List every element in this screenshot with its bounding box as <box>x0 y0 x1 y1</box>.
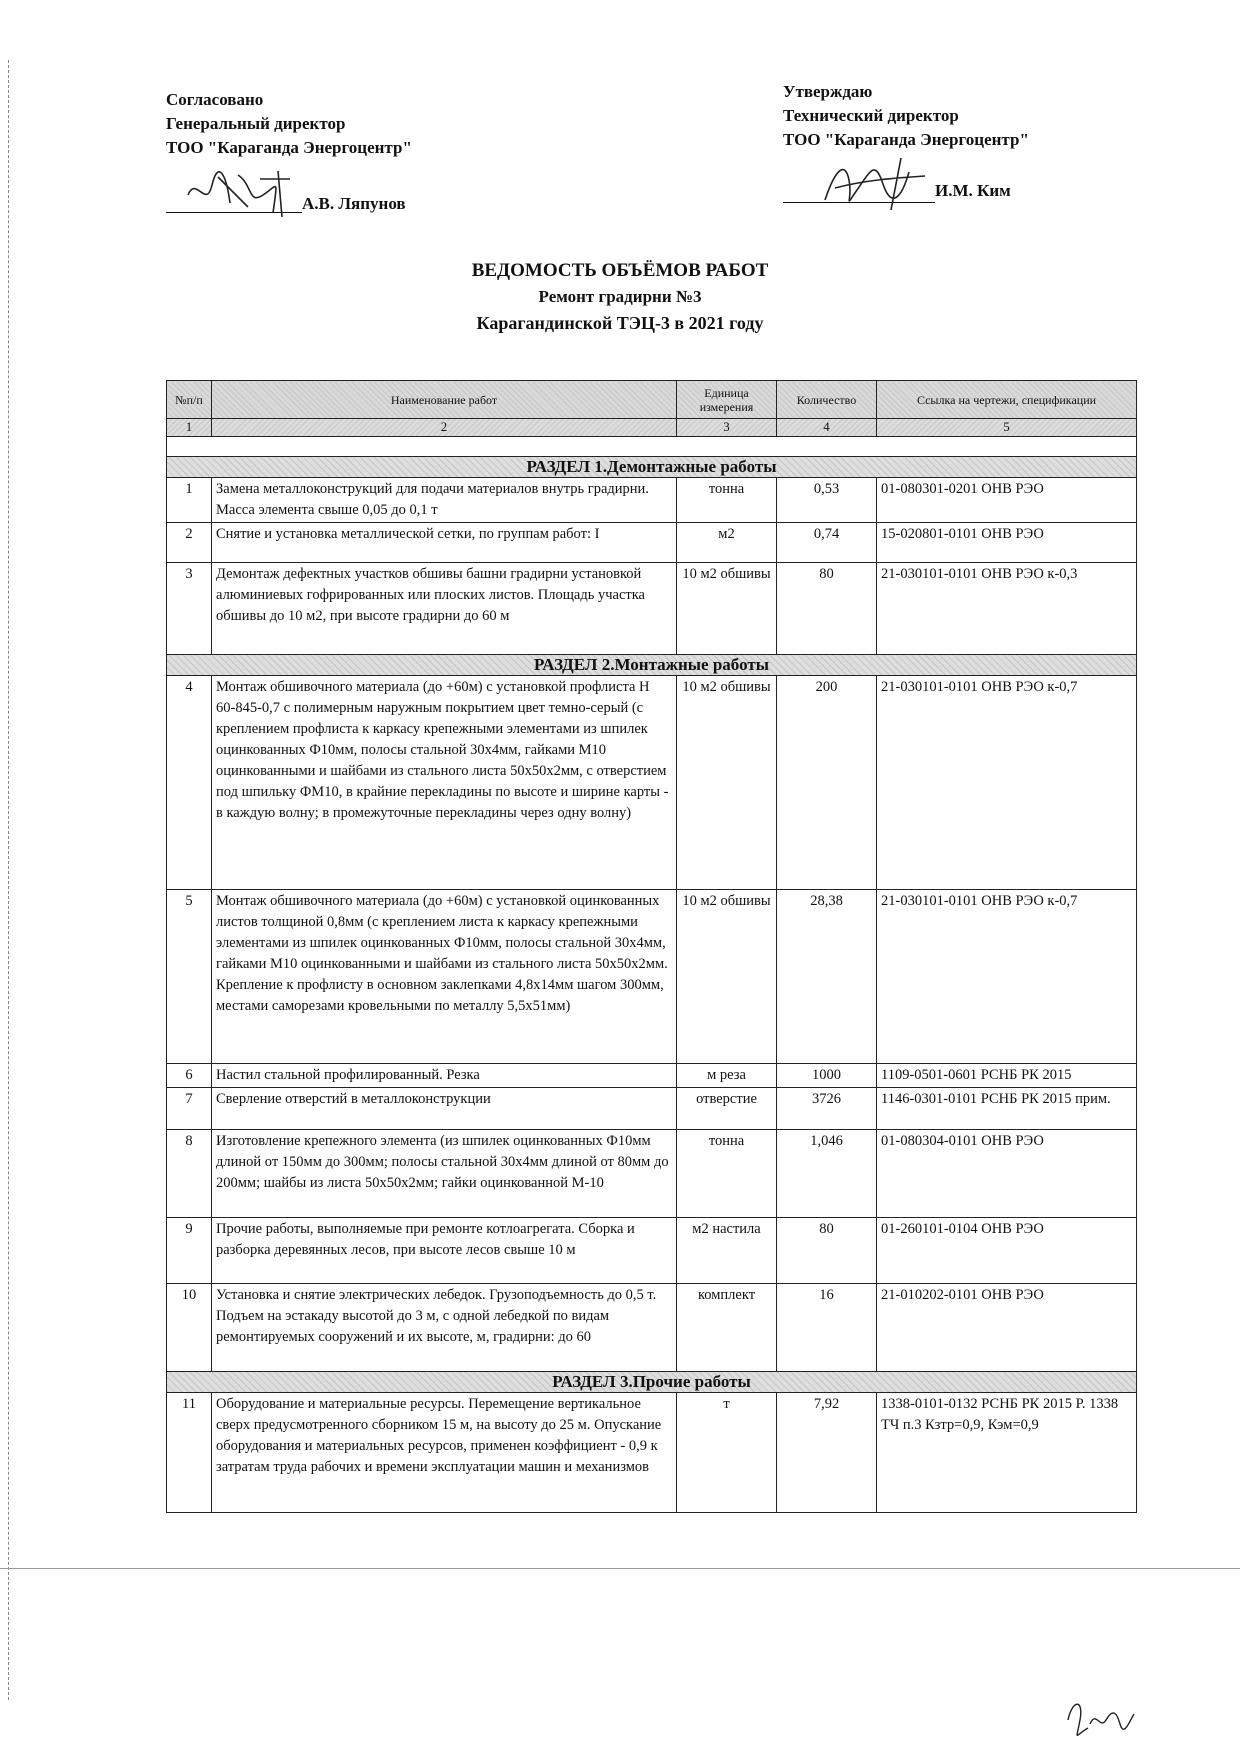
row-unit: отверстие <box>677 1088 777 1130</box>
row-ref: 15-020801-0101 ОНВ РЭО <box>877 523 1137 563</box>
section-title: РАЗДЕЛ 2.Монтажные работы <box>167 655 1137 676</box>
row-name: Демонтаж дефектных участков обшивы башни градирни установкой алюминиевых гофрированных или плоских листов. Площадь участка обшивы до 10 м2, при высоте градирни до 60 м <box>212 563 677 655</box>
section-title: РАЗДЕЛ 3.Прочие работы <box>167 1372 1137 1393</box>
column-number-row <box>167 419 1137 437</box>
signature-right <box>805 150 955 220</box>
row-unit: м2 <box>677 523 777 563</box>
scan-divider <box>0 1568 1240 1569</box>
row-ref: 21-030101-0101 ОНВ РЭО к-0,7 <box>877 890 1137 1064</box>
table-row <box>167 523 1137 563</box>
section-title: РАЗДЕЛ 1.Демонтажные работы <box>167 457 1137 478</box>
approval-left-line: Генеральный директор <box>166 114 346 133</box>
row-qty: 3726 <box>777 1088 877 1130</box>
col-header-number: №п/п <box>167 381 212 419</box>
document-subtitle-2: Карагандинской ТЭЦ-3 в 2021 году <box>476 313 764 333</box>
col-number: 2 <box>212 419 677 437</box>
row-name: Монтаж обшивочного материала (до +60м) с установкой профлиста Н 60-845-0,7 с полимерным наружным покрытием цвет темно-серый (с креплением профлиста к каркасу крепежными элементами из шпилек оцинкованных Ф10мм, полосы стальной 30х4мм, гайками М10 оцинкованными и шайбами из стального листа 50х50х2мм, с отверстием под шпильку ФМ10, в крайние перекладины по высоте и ширине карты - в каждую волну; в промежуточные перекладины через одну волну) <box>212 676 677 890</box>
row-name: Установка и снятие электрических лебедок. Грузоподъемность до 0,5 т. Подъем на эстакаду высотой до 3 м, с одной лебедкой по видам ремонтируемых сооружений и их высоте, м, градирни: до 60 <box>212 1284 677 1372</box>
table-row <box>167 478 1137 523</box>
row-ref: 01-080301-0201 ОНВ РЭО <box>877 478 1137 523</box>
row-number: 4 <box>167 676 212 890</box>
row-number: 8 <box>167 1130 212 1218</box>
row-qty: 16 <box>777 1284 877 1372</box>
row-unit: 10 м2 обшивы <box>677 563 777 655</box>
table-row <box>167 1088 1137 1130</box>
row-unit: комплект <box>677 1284 777 1372</box>
spacer-row <box>167 437 1137 457</box>
row-name: Прочие работы, выполняемые при ремонте котлоагрегата. Сборка и разборка деревянных лесов, при высоте лесов свыше 10 м <box>212 1218 677 1284</box>
row-name: Оборудование и материальные ресурсы. Перемещение вертикальное сверх предусмотренного сборником 15 м, на высоту до 25 м. Опускание оборудования и материальных ресурсов, применен коэффициент - 0,9 к затратам труда рабочих и времени эксплуатации машин и механизмов <box>212 1393 677 1513</box>
row-name: Настил стальной профилированный. Резка <box>212 1064 677 1088</box>
row-number: 10 <box>167 1284 212 1372</box>
row-number: 11 <box>167 1393 212 1513</box>
col-number: 3 <box>677 419 777 437</box>
col-header-unit: Единица измерения <box>677 381 777 419</box>
row-number: 6 <box>167 1064 212 1088</box>
approval-right-line: ТОО "Караганда Энергоцентр" <box>783 130 1029 149</box>
table-header-row <box>167 381 1137 419</box>
row-number: 1 <box>167 478 212 523</box>
row-number: 7 <box>167 1088 212 1130</box>
col-number: 1 <box>167 419 212 437</box>
col-header-name: Наименование работ <box>212 381 677 419</box>
row-ref: 01-260101-0104 ОНВ РЭО <box>877 1218 1137 1284</box>
row-ref: 21-030101-0101 ОНВ РЭО к-0,3 <box>877 563 1137 655</box>
row-unit: 10 м2 обшивы <box>677 890 777 1064</box>
row-ref: 1146-0301-0101 РСНБ РК 2015 прим. <box>877 1088 1137 1130</box>
approval-right-line: Технический директор <box>783 106 959 125</box>
row-qty: 28,38 <box>777 890 877 1064</box>
row-unit: м реза <box>677 1064 777 1088</box>
row-unit: м2 настила <box>677 1218 777 1284</box>
approval-left <box>166 88 412 160</box>
initials-mark <box>1060 1690 1140 1740</box>
row-unit: тонна <box>677 478 777 523</box>
row-number: 5 <box>167 890 212 1064</box>
row-name: Снятие и установка металлической сетки, по группам работ: I <box>212 523 677 563</box>
row-qty: 1,046 <box>777 1130 877 1218</box>
row-unit: тонна <box>677 1130 777 1218</box>
row-ref: 21-010202-0101 ОНВ РЭО <box>877 1284 1137 1372</box>
approval-left-line: Согласовано <box>166 90 264 109</box>
approval-right <box>783 80 1029 152</box>
approval-right-line: Утверждаю <box>783 82 873 101</box>
row-unit: 10 м2 обшивы <box>677 676 777 890</box>
row-name: Замена металлоконструкций для подачи материалов внутрь градирни. Масса элемента свыше 0,05 до 0,1 т <box>212 478 677 523</box>
row-qty: 200 <box>777 676 877 890</box>
row-qty: 0,74 <box>777 523 877 563</box>
row-ref: 1109-0501-0601 РСНБ РК 2015 <box>877 1064 1137 1088</box>
table-row <box>167 890 1137 1064</box>
table-row <box>167 563 1137 655</box>
document-title: ВЕДОМОСТЬ ОБЪЁМОВ РАБОТ <box>471 260 769 281</box>
table-row <box>167 1130 1137 1218</box>
row-qty: 0,53 <box>777 478 877 523</box>
signer-name-left: А.В. Ляпунов <box>302 194 406 213</box>
row-ref: 01-080304-0101 ОНВ РЭО <box>877 1130 1137 1218</box>
row-qty: 1000 <box>777 1064 877 1088</box>
works-table <box>166 380 1137 1513</box>
row-qty: 80 <box>777 563 877 655</box>
col-header-ref: Ссылка на чертежи, спецификации <box>877 381 1137 419</box>
row-qty: 80 <box>777 1218 877 1284</box>
section-row <box>167 655 1137 676</box>
row-unit: т <box>677 1393 777 1513</box>
table-row <box>167 1393 1137 1513</box>
section-row <box>167 457 1137 478</box>
row-number: 9 <box>167 1218 212 1284</box>
row-ref: 1338-0101-0132 РСНБ РК 2015 Р. 1338 ТЧ п.3 Кзтр=0,9, Кэм=0,9 <box>877 1393 1137 1513</box>
approval-left-line: ТОО "Караганда Энергоцентр" <box>166 138 412 157</box>
document-subtitle-1: Ремонт градирни №3 <box>538 287 702 306</box>
row-name: Монтаж обшивочного материала (до +60м) с установкой оцинкованных листов толщиной 0,8мм (с креплением листа к каркасу крепежными элементами из шпилек оцинкованных Ф10мм, полосы стальной 30х4мм, гайками М10 оцинкованными и шайбами из стального листа 50х50х2мм. Крепление к профлисту в основном заклепками 4,8х14мм шагом 300мм, местами саморезами кровельными по металлу 5,5х51мм) <box>212 890 677 1064</box>
row-ref: 21-030101-0101 ОНВ РЭО к-0,7 <box>877 676 1137 890</box>
table-row <box>167 1064 1137 1088</box>
table-row <box>167 1284 1137 1372</box>
row-name: Изготовление крепежного элемента (из шпилек оцинкованных Ф10мм длиной от 150мм до 300мм; полосы стальной 30х4мм длиной от 80мм до 200мм; шайбы из листа 50х50х2мм; гайки оцинкованной М-10 <box>212 1130 677 1218</box>
section-row <box>167 1372 1137 1393</box>
col-number: 4 <box>777 419 877 437</box>
table-row <box>167 676 1137 890</box>
row-name: Сверление отверстий в металлоконструкции <box>212 1088 677 1130</box>
signature-left <box>178 165 318 225</box>
table-row <box>167 1218 1137 1284</box>
row-number: 3 <box>167 563 212 655</box>
signer-name-right: И.М. Ким <box>935 181 1011 200</box>
row-number: 2 <box>167 523 212 563</box>
row-qty: 7,92 <box>777 1393 877 1513</box>
col-number: 5 <box>877 419 1137 437</box>
col-header-qty: Количество <box>777 381 877 419</box>
